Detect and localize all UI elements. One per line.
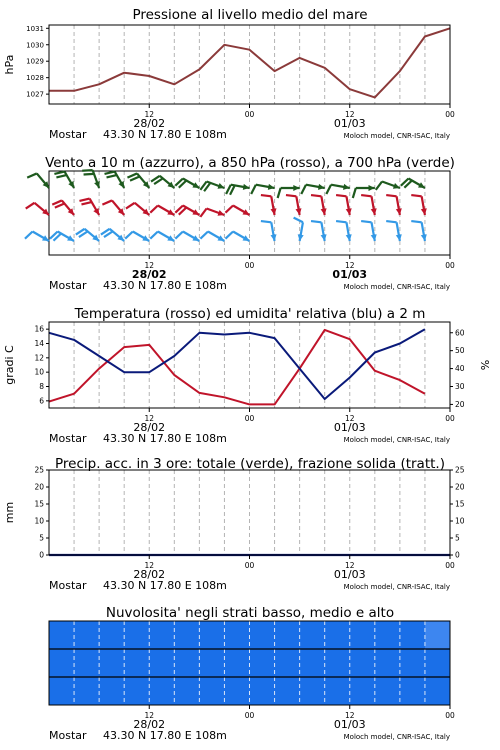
cloud-cell: [300, 621, 326, 650]
date-label: 01/03: [332, 268, 368, 281]
temperature-line: [49, 330, 425, 405]
cloud-cell: [325, 677, 351, 706]
wind-barb: [411, 221, 427, 241]
y-axis-label: gradi C: [3, 345, 16, 385]
y-tick-label: 14: [34, 339, 44, 348]
barb-flag: [84, 174, 94, 175]
y-tick-label: 8: [39, 382, 44, 391]
y-tick-label: 1028: [26, 74, 44, 83]
model-credit: Moloch model, CNR-ISAC, Italy: [343, 436, 450, 444]
x-tick-label: 12: [344, 261, 355, 270]
cloud-cell: [99, 621, 125, 650]
wind-barb: [105, 172, 125, 188]
station-coords: 43.30 N 17.80 E 108m: [103, 279, 227, 292]
panel-title: Pressione al livello medio del mare: [132, 7, 368, 23]
y-tick-label-right: 25: [455, 465, 465, 475]
cloud-cell: [250, 677, 276, 706]
y-tick-label: 6: [39, 396, 44, 406]
cloud-cell: [174, 621, 200, 650]
barb-flag: [102, 200, 112, 204]
date-label: 28/02: [133, 117, 166, 130]
wind-barb: [54, 172, 74, 188]
cloud-cell: [74, 649, 100, 678]
wind-barb: [261, 221, 277, 241]
y-tick-label: 1027: [26, 90, 44, 99]
y-tick-label: 5: [39, 533, 44, 543]
barb-flag: [411, 195, 421, 196]
cloud-cell: [149, 649, 175, 678]
cloud-cell: [425, 677, 451, 706]
station-name: Mostar: [49, 432, 87, 445]
wind-barb: [311, 221, 327, 241]
barb-flag: [278, 188, 281, 198]
wind-barb: [102, 200, 124, 215]
model-credit: Moloch model, CNR-ISAC, Italy: [343, 132, 450, 140]
barb-flag: [200, 232, 208, 239]
cloud-cell: [325, 649, 351, 678]
x-tick-label: 12: [344, 414, 355, 423]
wind-barb: [225, 232, 249, 242]
wind-barb: [286, 195, 302, 215]
cloud-cell: [425, 621, 451, 650]
wind-barb: [301, 184, 324, 194]
x-tick-label: 00: [244, 561, 255, 570]
x-tick-label: 00: [244, 110, 255, 119]
barb-flag: [386, 221, 396, 222]
y-axis-label: hPa: [3, 54, 16, 75]
barb-flag: [25, 232, 33, 239]
barb-flag: [311, 221, 321, 222]
cloud-cell: [74, 621, 100, 650]
wind-barb: [401, 179, 425, 189]
wind-barb: [376, 182, 400, 190]
cloud-cell: [300, 677, 326, 706]
y-tick-label-right: 50: [455, 346, 465, 356]
y-tick-label: 20: [34, 482, 44, 492]
wind-barb: [386, 195, 402, 215]
model-credit: Moloch model, CNR-ISAC, Italy: [343, 283, 450, 291]
cloud-cell: [375, 677, 401, 706]
barb-flag: [54, 172, 64, 174]
y-tick-label: 12: [34, 353, 44, 363]
cloud-cell: [300, 649, 326, 678]
x-tick-label: 12: [144, 561, 155, 570]
station-name: Mostar: [49, 128, 87, 141]
wind-barb: [261, 195, 277, 215]
cloud-cell: [275, 649, 301, 678]
cloud-cell: [124, 649, 150, 678]
cloud-cell: [250, 621, 276, 650]
barb-flag: [361, 195, 371, 196]
barb-flag: [361, 221, 371, 222]
x-tick-label: 12: [144, 261, 155, 270]
x-tick-label: 12: [344, 110, 355, 119]
wind-barb: [251, 184, 274, 194]
panel-4: [3, 456, 465, 592]
cloud-cell: [149, 621, 175, 650]
station-coords: 43.30 N 17.80 E 108m: [103, 128, 227, 141]
wind-barb: [336, 221, 352, 241]
cloud-cell: [199, 677, 225, 706]
y-tick-label: 1030: [26, 41, 44, 50]
wind-barb: [386, 221, 402, 241]
barb-flag: [79, 199, 89, 201]
wind-barb: [311, 195, 327, 215]
date-label: 28/02: [133, 718, 166, 731]
x-tick-label: 00: [445, 561, 455, 570]
cloud-cell: [174, 677, 200, 706]
barb-flag: [126, 203, 135, 209]
cloud-cell: [99, 649, 125, 678]
barb-flag: [107, 175, 117, 177]
wind-barb: [200, 232, 224, 242]
y-tick-label-right: 20: [455, 399, 465, 409]
cloud-cell: [224, 649, 250, 678]
date-label: 28/02: [133, 421, 166, 434]
barb-flag: [225, 232, 233, 239]
date-label: 01/03: [333, 718, 366, 731]
y-tick-label-right: 5: [455, 533, 460, 543]
wind-barb: [225, 206, 249, 216]
barb-flag: [286, 195, 296, 196]
wind-barb: [126, 203, 149, 215]
wind-barb: [76, 229, 99, 241]
y-tick-label: 0: [39, 550, 44, 560]
station-name: Mostar: [49, 729, 87, 742]
y-tick-label-right: 20: [455, 482, 465, 492]
barb-flag: [55, 204, 65, 208]
date-label: 28/02: [131, 268, 167, 281]
date-label: 28/02: [133, 568, 166, 581]
panel-title: Vento a 10 m (azzurro), a 850 hPa (rosso), a 700 hPa (verde): [45, 155, 455, 171]
x-tick-label: 00: [244, 711, 255, 720]
station-name: Mostar: [49, 279, 87, 292]
barb-flag: [175, 232, 183, 239]
barb-flag: [376, 182, 382, 190]
wind-barb: [25, 232, 49, 242]
x-tick-label: 12: [344, 561, 355, 570]
date-label: 01/03: [333, 421, 366, 434]
x-tick-label: 12: [344, 711, 355, 720]
cloud-cell: [350, 649, 376, 678]
y-axis-label: mm: [3, 501, 16, 524]
x-tick-label: 00: [445, 414, 455, 423]
panel-5: [49, 605, 455, 742]
wind-barb: [175, 206, 199, 216]
cloud-cell: [49, 677, 75, 706]
station-name: Mostar: [49, 579, 87, 592]
station-coords: 43.30 N 17.80 E 108m: [103, 729, 227, 742]
barb-head: [369, 185, 375, 191]
x-tick-label: 00: [445, 711, 455, 720]
wind-barb: [226, 184, 249, 195]
model-credit: Moloch model, CNR-ISAC, Italy: [343, 733, 450, 741]
cloud-cell: [224, 677, 250, 706]
barb-flag: [130, 177, 140, 181]
barb-flag: [353, 188, 356, 198]
cloud-cell: [350, 621, 376, 650]
barb-flag: [82, 170, 92, 171]
model-credit: Moloch model, CNR-ISAC, Italy: [343, 583, 450, 591]
barb-flag: [326, 185, 331, 194]
wind-barb: [361, 195, 377, 215]
cloud-cell: [400, 677, 426, 706]
barb-flag: [336, 195, 346, 196]
y-tick-label: 1031: [26, 24, 44, 33]
wind-barb: [200, 209, 224, 217]
cloud-cell: [199, 649, 225, 678]
y-tick-label: 15: [34, 499, 44, 509]
wind-barb: [26, 203, 49, 215]
barb-flag: [127, 173, 137, 177]
x-tick-label: 12: [144, 110, 155, 119]
wind-barb: [150, 232, 174, 242]
x-tick-label: 00: [244, 414, 255, 423]
barb-head: [293, 185, 299, 191]
cloud-cell: [375, 649, 401, 678]
y-tick-label: 1029: [26, 57, 44, 66]
barb-flag: [294, 218, 303, 223]
barb-flag: [301, 185, 306, 194]
barb-flag: [27, 173, 37, 177]
x-tick-label: 00: [244, 261, 255, 270]
barb-flag: [336, 221, 346, 222]
wind-barb: [52, 200, 74, 215]
cloud-cell: [325, 621, 351, 650]
station-coords: 43.30 N 17.80 E 108m: [103, 579, 227, 592]
wind-barb: [125, 232, 149, 242]
barb-flag: [56, 175, 66, 177]
wind-barb: [79, 199, 99, 215]
barb-flag: [200, 209, 206, 217]
barb-flag: [261, 195, 271, 196]
wind-barb: [150, 206, 174, 216]
cloud-cell: [250, 649, 276, 678]
barb-flag: [52, 200, 62, 204]
cloud-cell: [224, 621, 250, 650]
cloud-cell: [350, 677, 376, 706]
wind-barb: [127, 173, 149, 188]
y-tick-label-right: 60: [455, 328, 465, 338]
x-tick-label: 00: [445, 110, 455, 119]
cloud-cell: [400, 621, 426, 650]
wind-barb: [151, 176, 174, 188]
date-label: 01/03: [333, 117, 366, 130]
date-label: 01/03: [333, 568, 366, 581]
barb-flag: [261, 221, 271, 222]
panel-3: [3, 306, 492, 445]
wind-barb: [361, 221, 377, 241]
cloud-cell: [375, 621, 401, 650]
panel-2: [25, 155, 455, 292]
y-tick-label-right: 10: [455, 516, 465, 526]
barb-flag: [125, 232, 133, 239]
wind-barb: [411, 195, 427, 215]
wind-barb: [200, 182, 224, 192]
y-axis-label-right: %: [479, 359, 492, 371]
barb-flag: [251, 185, 256, 194]
cloud-cell: [174, 649, 200, 678]
barb-flag: [150, 206, 158, 213]
y-tick-label-right: 15: [455, 499, 465, 509]
y-tick-label: 16: [34, 324, 44, 334]
wind-barb: [336, 195, 352, 215]
barb-flag: [386, 195, 396, 196]
wind-barb: [326, 184, 349, 194]
barb-flag: [150, 232, 158, 239]
cloud-cell: [275, 621, 301, 650]
x-tick-label: 00: [445, 261, 455, 270]
station-coords: 43.30 N 17.80 E 108m: [103, 432, 227, 445]
panel-title: Precip. acc. in 3 ore: totale (verde), frazione solida (tratt.): [55, 456, 445, 472]
y-tick-label-right: 0: [455, 550, 460, 560]
cloud-cell: [275, 677, 301, 706]
x-tick-label: 12: [144, 711, 155, 720]
cloud-cell: [49, 621, 75, 650]
cloud-cell: [74, 677, 100, 706]
y-tick-label-right: 30: [455, 382, 465, 391]
x-tick-label: 12: [144, 414, 155, 423]
cloud-cell: [49, 649, 75, 678]
barb-flag: [311, 195, 321, 196]
barb-flag: [411, 221, 421, 222]
wind-barb: [175, 232, 199, 242]
wind-barb: [82, 170, 100, 188]
y-tick-label: 10: [34, 367, 44, 377]
wind-barb: [27, 173, 49, 188]
y-tick-label-right: 40: [455, 364, 465, 374]
panel-title: Temperatura (rosso) ed umidita' relativa (blu) a 2 m: [74, 306, 426, 322]
barb-flag: [26, 203, 35, 209]
cloud-cell: [124, 677, 150, 706]
barb-flag: [105, 172, 115, 174]
y-tick-label: 25: [34, 465, 44, 475]
cloud-cell: [425, 649, 451, 678]
wind-barb: [294, 218, 304, 241]
panel-1: [3, 7, 455, 141]
barb-flag: [81, 202, 91, 204]
cloud-cell: [99, 677, 125, 706]
wind-barb: [101, 229, 124, 241]
wind-barb: [50, 232, 74, 242]
plot-frame: [49, 25, 450, 104]
cloud-cell: [124, 621, 150, 650]
wind-barb: [175, 179, 199, 189]
barb-flag: [225, 206, 233, 213]
y-tick-label: 10: [34, 516, 44, 526]
cloud-cell: [149, 677, 175, 706]
cloud-cell: [400, 649, 426, 678]
cloud-cell: [199, 621, 225, 650]
panel-title: Nuvolosita' negli strati basso, medio e alto: [105, 605, 395, 621]
